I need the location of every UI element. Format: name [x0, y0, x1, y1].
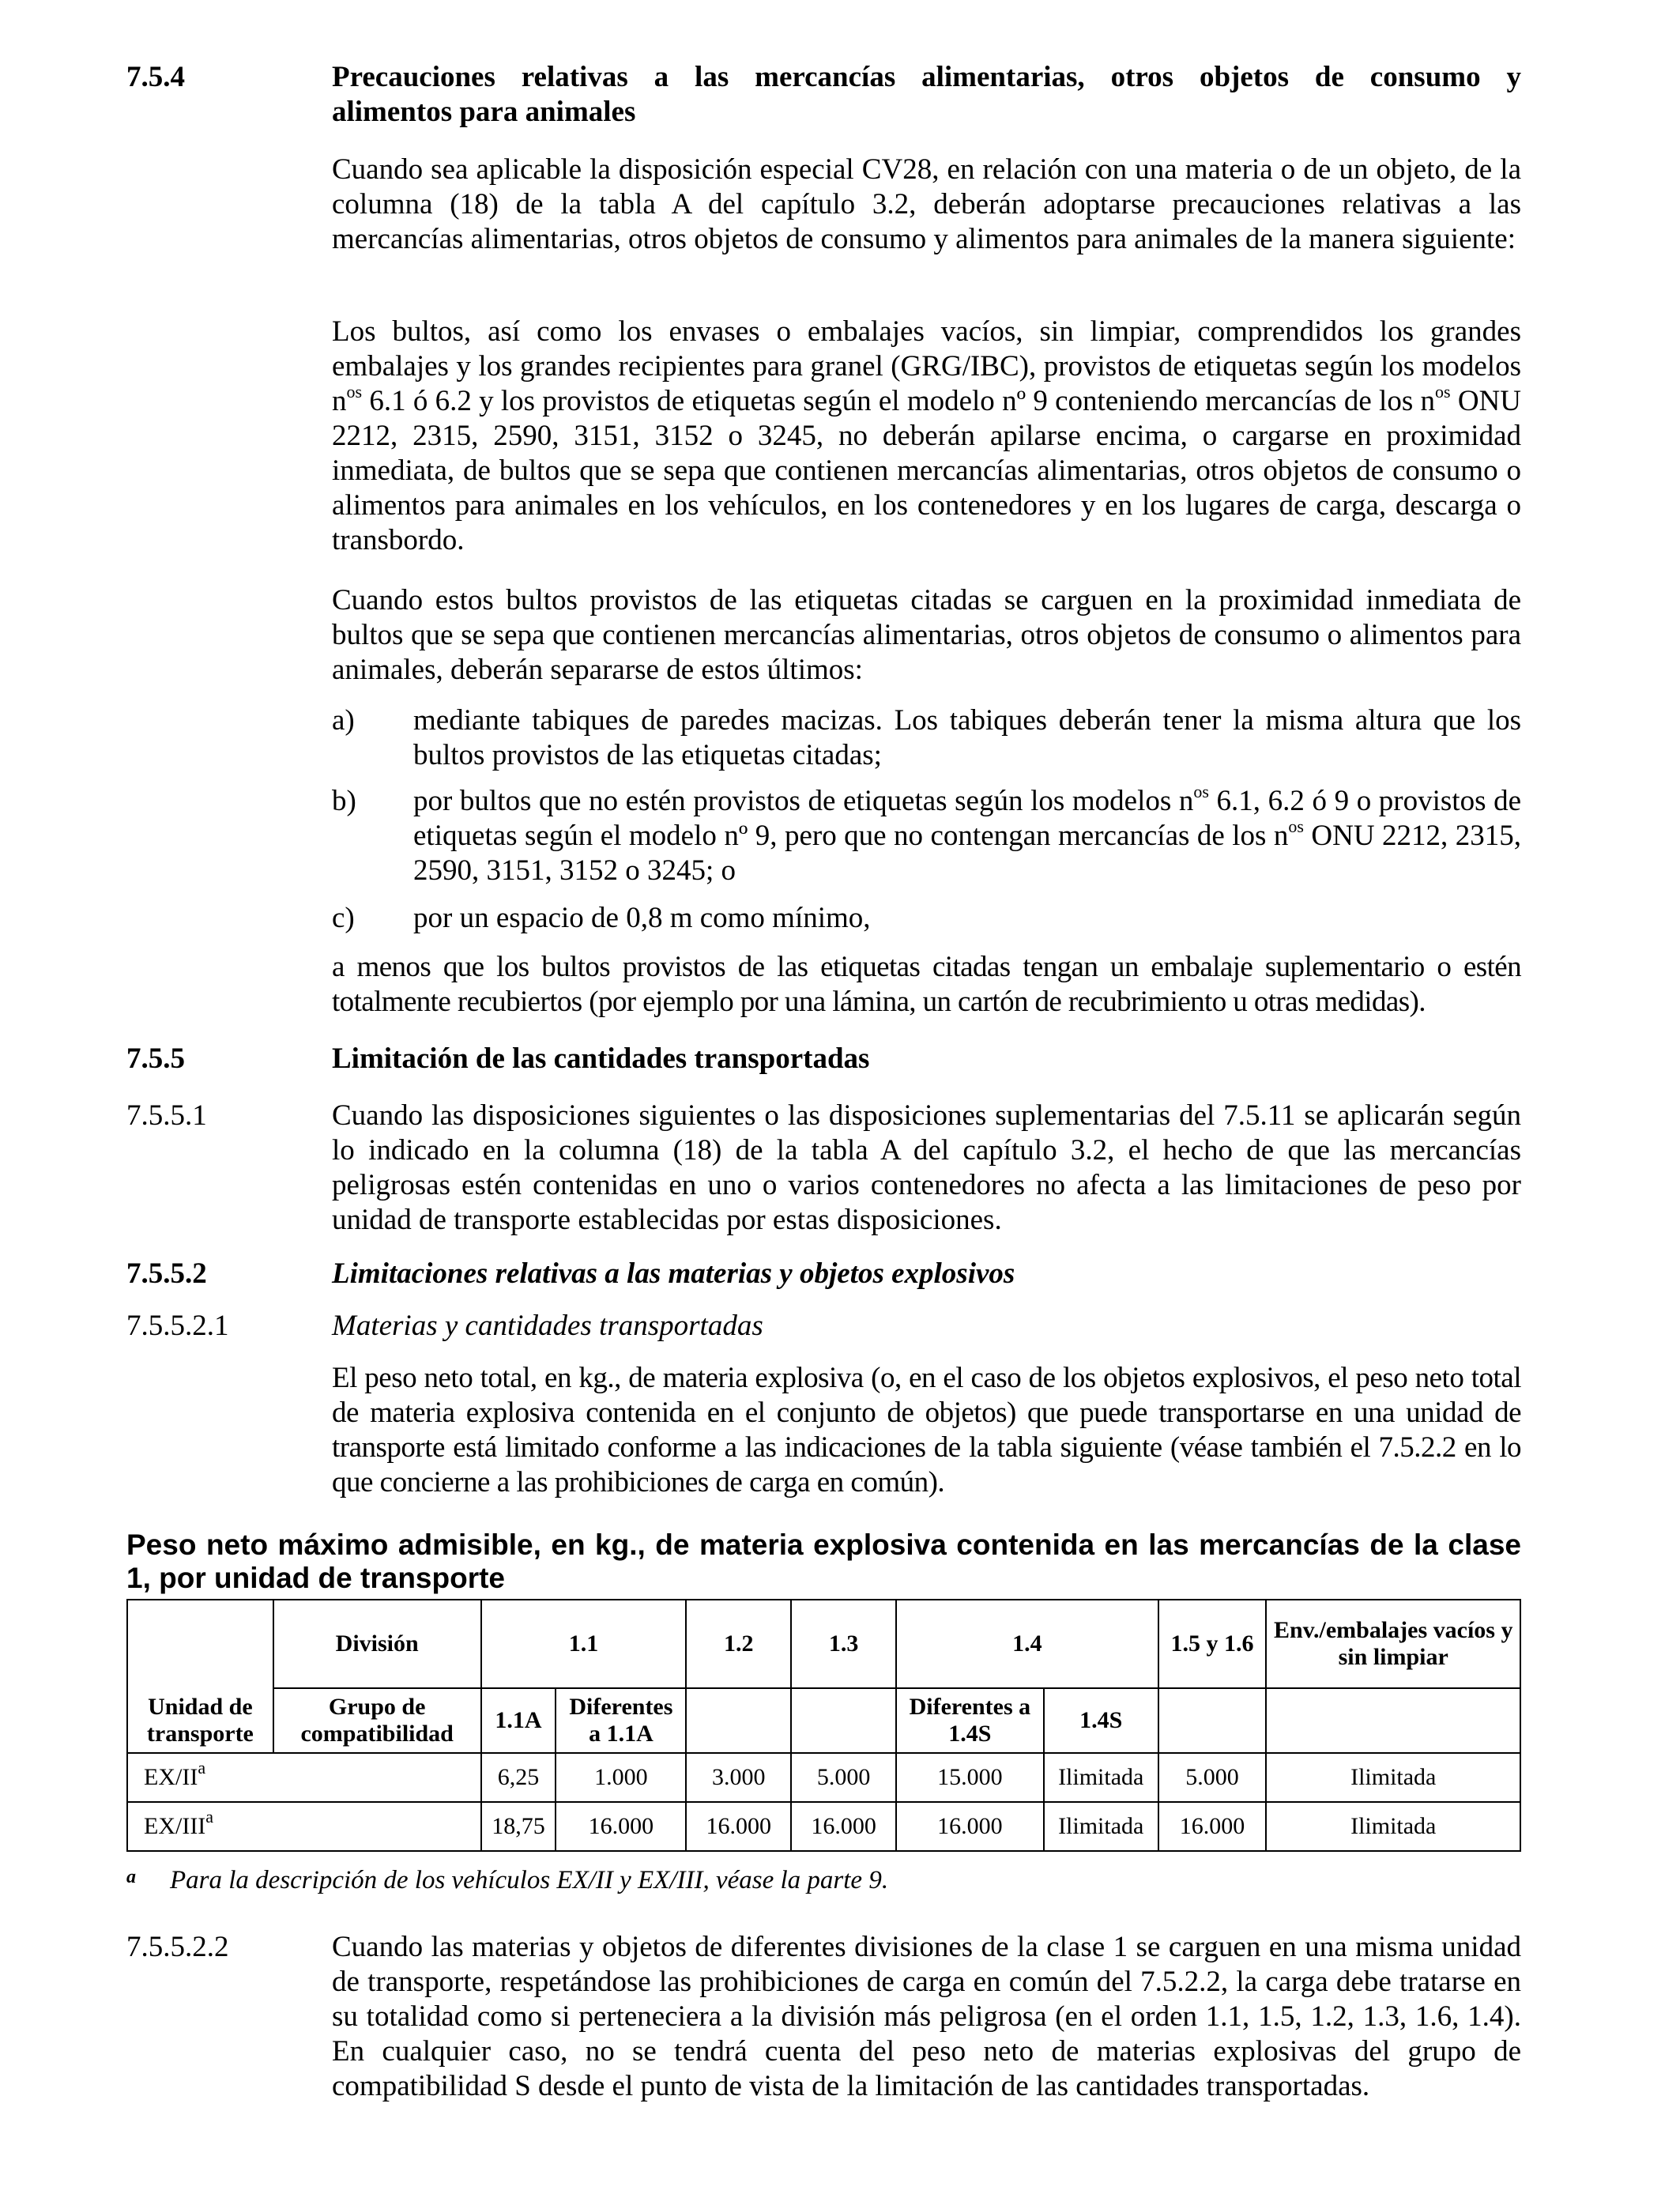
- paragraph-text: Cuando las disposiciones siguientes o las disposiciones suplementarias del 7.5.11 se aplicarán según lo indicado en la columna (18) de la tabla A del capítulo 3.2, el hecho de que las mercancías peligrosas estén contenidas en uno o varios contenedores no afecta a las limitaciones de peso por unidad de transporte establecidas por estas disposiciones.: [332, 1099, 1521, 1236]
- table-cell: 5.000: [791, 1753, 896, 1802]
- list-item-label: b): [332, 785, 356, 817]
- table-header-cell: 1.5 y 1.6: [1158, 1600, 1267, 1688]
- paragraph-text: Cuando sea aplicable la disposición especial CV28, en relación con una materia o de un objeto, de la columna (18) de la tabla A del capítulo 3.2, deberán adoptarse precauciones relativas a las mercancías alimentarias, otros objetos de consumo y alimentos para animales de la manera siguiente:: [332, 153, 1521, 255]
- table-header-cell: Diferentes a 1.4S: [896, 1688, 1044, 1753]
- table-row: [127, 1802, 1520, 1851]
- section-number: 7.5.5: [126, 1042, 185, 1075]
- table-cell: 6,25: [481, 1753, 556, 1802]
- list-item-label: c): [332, 902, 355, 934]
- table-header-cell: Diferentes a 1.1A: [556, 1688, 686, 1753]
- paragraph-text: Los bultos, así como los envases o embalajes vacíos, sin limpiar, comprendidos los grandes embalajes y los grandes recipientes para granel (GRG/IBC), provistos de etiquetas según los modelos $n^{os}$ 6.1 ó 6.2 y los provistos de etiquetas según el modelo nº 9 conteniendo mercancías de los $n^{os}$ ONU 2212, 2315, 2590, 3151, 3152 o 3245, no deberán apilarse encima, o cargarse en proximidad inmediata, de bultos que se sepa que contienen mercancías alimentarias, otros objetos de consumo o alimentos para animales en los vehículos, en los contenedores y en los lugares de carga, descarga o transbordo.: [332, 315, 1521, 556]
- table-cell: Ilimitada: [1266, 1753, 1520, 1802]
- paragraph-text: Cuando estos bultos provistos de las etiquetas citadas se carguen en la proximidad inmediata de bultos que se sepa que contienen mercancías alimentarias, otros objetos de consumo o alimentos para animales, deberán separarse de estos últimos:: [332, 584, 1521, 686]
- table-cell: 18,75: [481, 1802, 556, 1851]
- table-header-cell: 1.2: [686, 1600, 791, 1688]
- explosives-limits-table: [126, 1599, 1521, 1852]
- table-header-cell: Grupo de compatibilidad: [273, 1688, 481, 1753]
- paragraph-text: a menos que los bultos provistos de las etiquetas citadas tengan un embalaje suplementario o estén totalmente recubiertos (por ejemplo por una lámina, un cartón de recubrimiento u otras medidas).: [332, 951, 1521, 1018]
- table-cell: 1.000: [556, 1753, 686, 1802]
- footnote-text: Para la descripción de los vehículos EX/II y EX/III, véase la parte 9.: [170, 1866, 889, 1894]
- table-header-row: [127, 1688, 1520, 1753]
- paragraph-text: El peso neto total, en kg., de materia explosiva (o, en el caso de los objetos explosivos, el peso neto total de materia explosiva contenida en el conjunto de objetos) que puede transportarse en una unidad de transporte está limitado conforme a las indicaciones de la tabla siguiente (véase también el 7.5.2.2 en lo que concierne a las prohibiciones de carga en común).: [332, 1362, 1521, 1498]
- section-number: 7.5.4: [126, 61, 185, 93]
- table-header-cell: 1.1A: [481, 1688, 556, 1753]
- list-item-label: a): [332, 704, 355, 737]
- table-cell: 16.000: [1158, 1802, 1267, 1851]
- table-cell-unit: $EX/II^a$: [127, 1753, 481, 1802]
- table-header-cell: [791, 1688, 896, 1753]
- table-header-cell: 1.4S: [1044, 1688, 1158, 1753]
- table-row: [127, 1753, 1520, 1802]
- table-header-cell: 1.4: [896, 1600, 1158, 1688]
- table-cell-unit: EX/III$^a$: [127, 1802, 481, 1851]
- table-header-cell: Unidad de transporte: [127, 1688, 273, 1753]
- table-header-cell: [686, 1688, 791, 1753]
- table-cell: 16.000: [896, 1802, 1044, 1851]
- section-title: Limitaciones relativas a las materias y objetos explosivos: [332, 1257, 1015, 1290]
- list-item-text: por bultos que no estén provistos de etiquetas según los modelos $n^{os}$ 6.1, 6.2 ó 9 o provistos de etiquetas según el modelo nº 9, pero que no contengan mercancías de los $n^{os}$ ONU 2212, 2315, 2590, 3151, 3152 o 3245; o: [413, 781, 1521, 887]
- table-header-cell: [1158, 1688, 1267, 1753]
- table-header-cell: División: [273, 1600, 481, 1688]
- table-header-cell: 1.3: [791, 1600, 896, 1688]
- table-cell: Ilimitada: [1044, 1753, 1158, 1802]
- table-cell: Ilimitada: [1044, 1802, 1158, 1851]
- table-cell: 5.000: [1158, 1753, 1267, 1802]
- table-header-row: [127, 1600, 1520, 1688]
- table-cell: Ilimitada: [1266, 1802, 1520, 1851]
- footnote-mark: a: [126, 1867, 136, 1887]
- section-number: 7.5.5.2.1: [126, 1310, 229, 1342]
- section-number: 7.5.5.2: [126, 1257, 207, 1290]
- table-cell: 3.000: [686, 1753, 791, 1802]
- list-item-text: por un espacio de 0,8 m como mínimo,: [413, 902, 871, 934]
- table-header-cell: [127, 1600, 273, 1688]
- table-header-cell: 1.1: [481, 1600, 687, 1688]
- section-number: 7.5.5.2.2: [126, 1931, 229, 1963]
- paragraph-text: Cuando las materias y objetos de diferentes divisiones de la clase 1 se carguen en una misma unidad de transporte, respetándose las prohibiciones de carga en común del 7.5.2.2, la carga debe tratarse en su totalidad como si perteneciera a la división más peligrosa (en el orden 1.1, 1.5, 1.2, 1.3, 1.6, 1.4). En cualquier caso, no se tendrá cuenta del peso neto de materias explosivas del grupo de compatibilidad S desde el punto de vista de la limitación de las cantidades transportadas.: [332, 1931, 1521, 2102]
- table-header-cell: [1266, 1688, 1520, 1753]
- table-header-cell: Env./embalajes vacíos y sin limpiar: [1266, 1600, 1520, 1688]
- table-cell: 16.000: [556, 1802, 686, 1851]
- section-title: Limitación de las cantidades transportadas: [332, 1042, 870, 1075]
- table-cell: 16.000: [686, 1802, 791, 1851]
- section-title: Precauciones relativas a las mercancías alimentarias, otros objetos de consumo y alimentos para animales: [332, 61, 1521, 128]
- table-cell: 16.000: [791, 1802, 896, 1851]
- table-cell: 15.000: [896, 1753, 1044, 1802]
- table-caption: Peso neto máximo admisible, en kg., de materia explosiva contenida en las mercancías de la clase 1, por unidad de transporte: [126, 1529, 1521, 1594]
- section-number: 7.5.5.1: [126, 1099, 207, 1132]
- list-item-text: mediante tabiques de paredes macizas. Los tabiques deberán tener la misma altura que los bultos provistos de las etiquetas citadas;: [413, 704, 1521, 771]
- section-title: Materias y cantidades transportadas: [332, 1310, 763, 1342]
